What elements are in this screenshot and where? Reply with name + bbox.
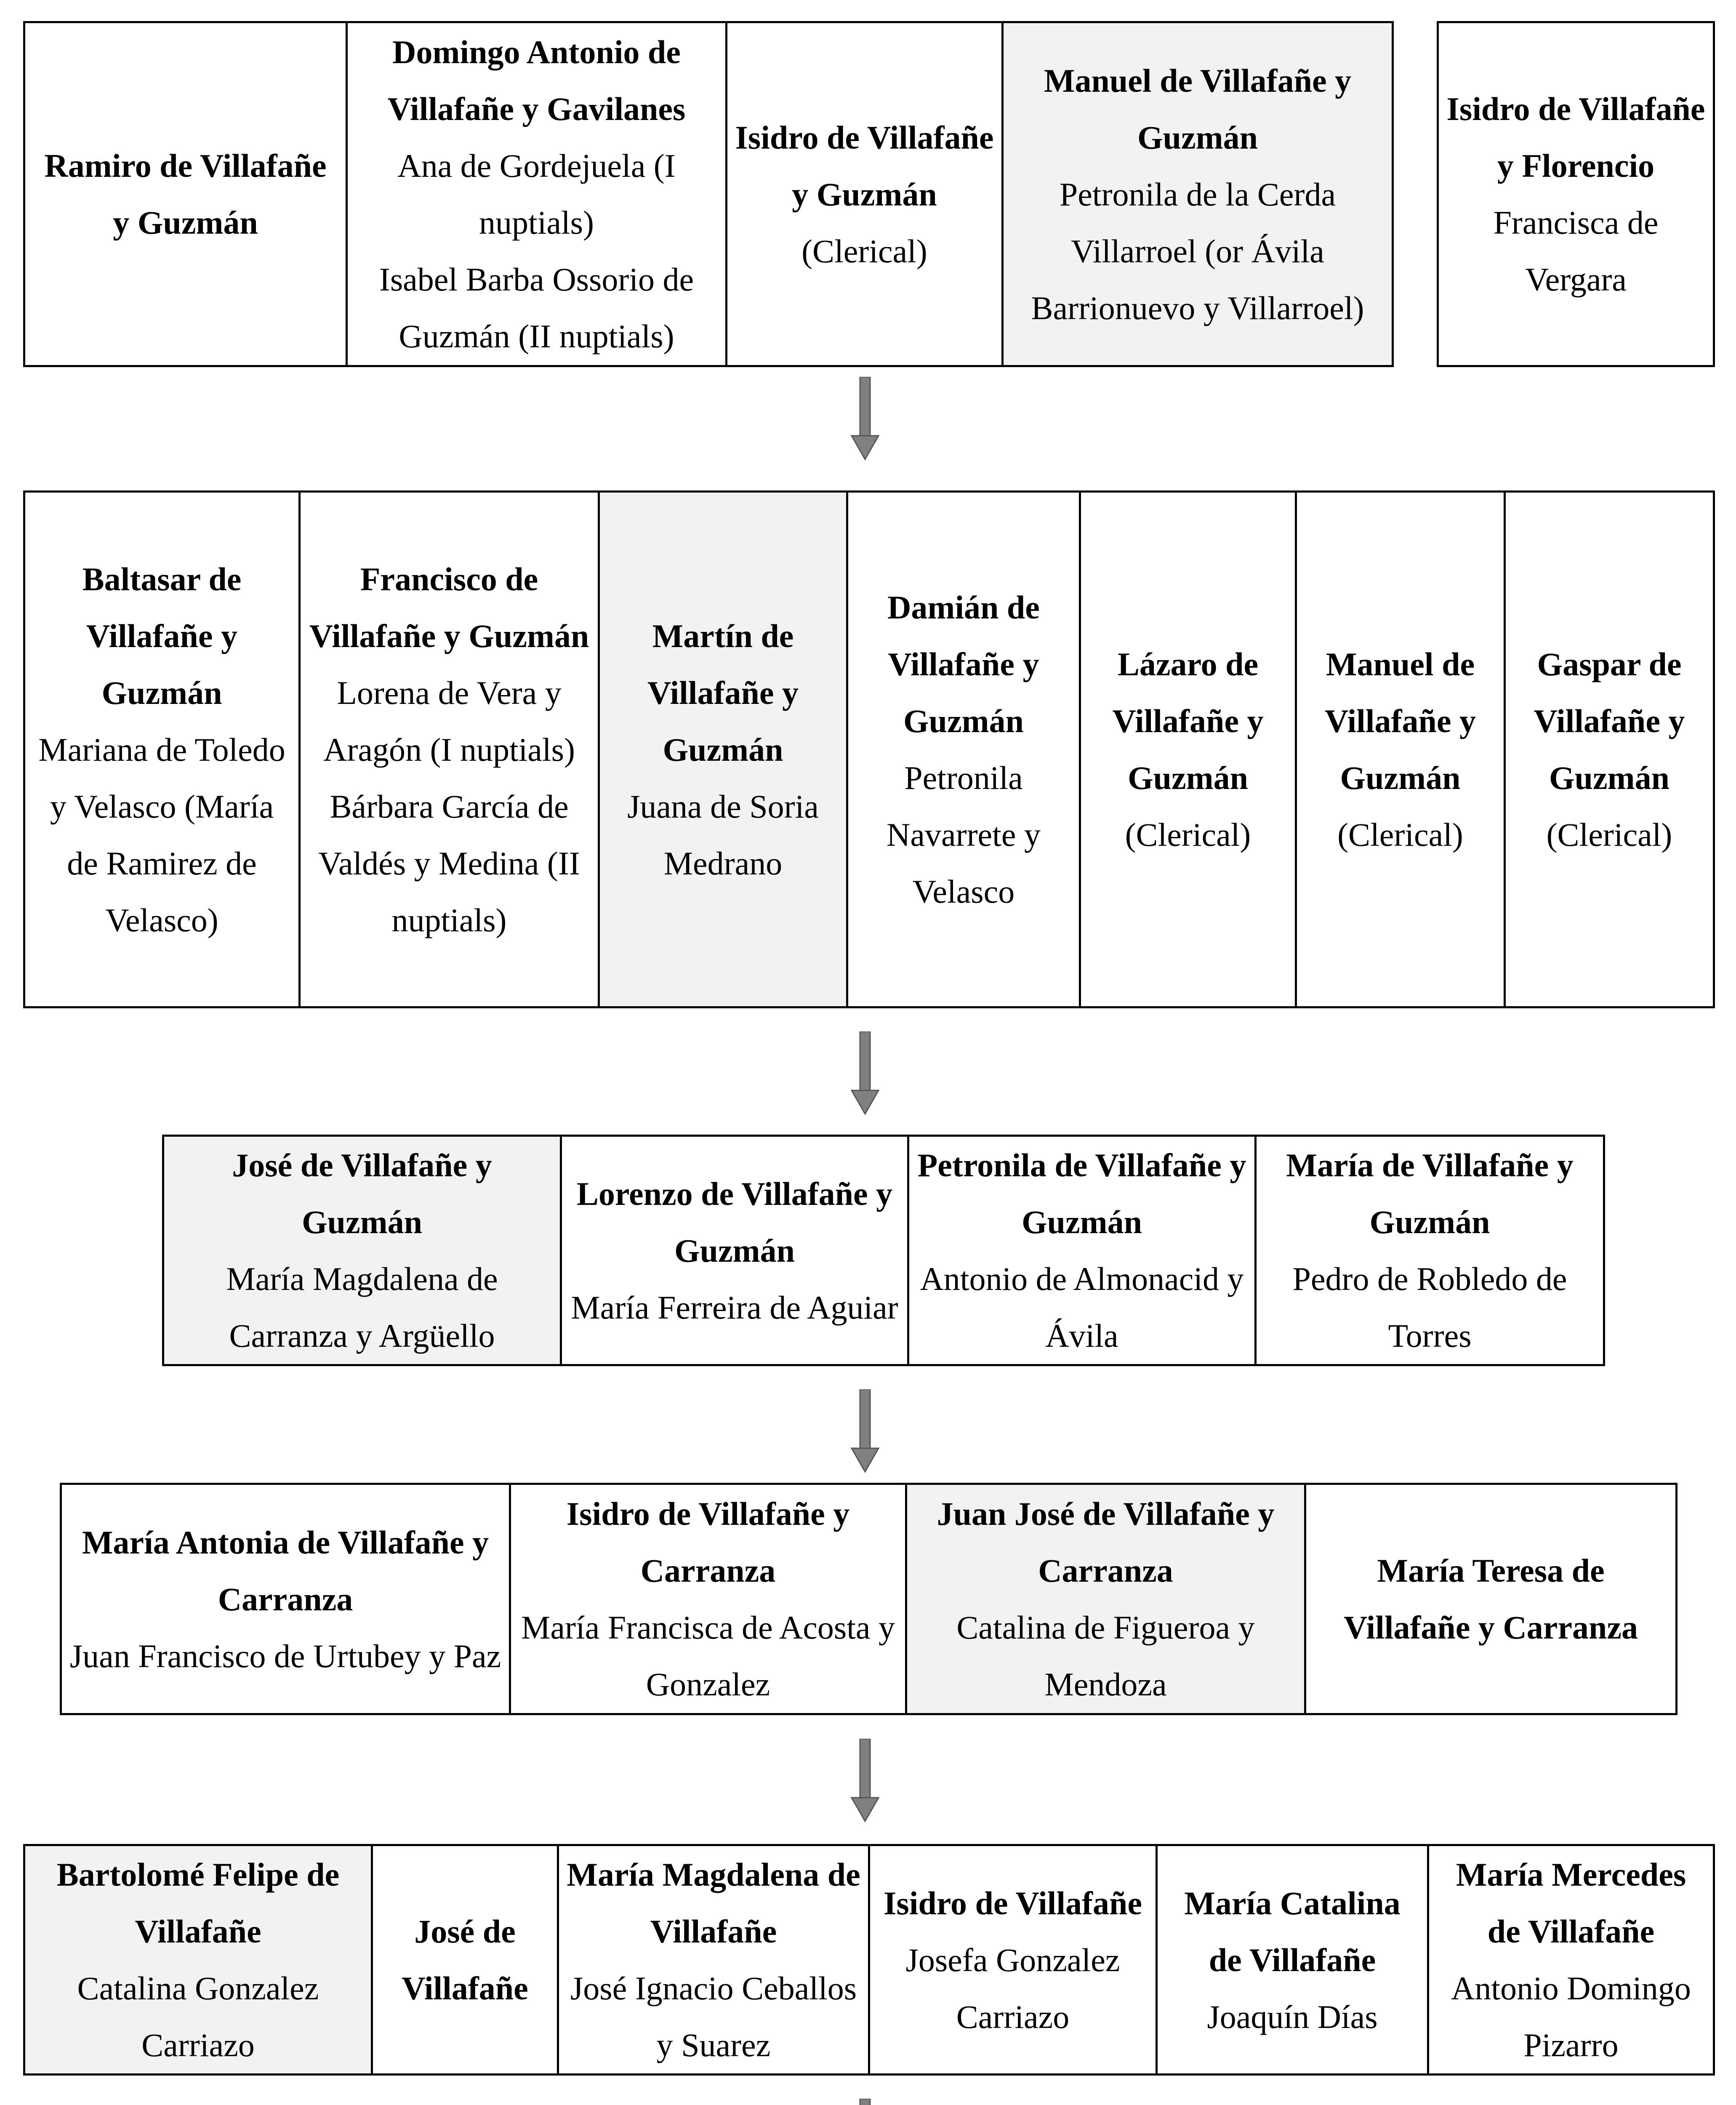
person-cell-highlighted <box>1004 23 1392 365</box>
person-name: Petronila de Villafañe y Guzmán <box>917 1147 1246 1240</box>
person-cell <box>1306 1485 1675 1713</box>
spouse-name: Antonio de Almonacid y Ávila <box>920 1260 1244 1354</box>
person-cell <box>25 23 348 365</box>
person-cell <box>373 1846 559 2073</box>
person-cell <box>348 23 727 365</box>
person-name: Damián de Villafañe y Guzmán <box>887 589 1040 739</box>
person-name: Bartolomé Felipe de Villafañe <box>56 1856 340 1950</box>
person-cell <box>848 493 1081 1006</box>
generation-row-1-side <box>1437 21 1715 367</box>
person-cell <box>1158 1846 1429 2073</box>
spouse-name: (Clerical) <box>1337 816 1463 853</box>
spouse-name: Mariana de Toledo y Velasco (María de Ramirez de Velasco) <box>38 731 285 938</box>
spouse-name: Joaquín Días <box>1207 1998 1378 2035</box>
generation-row-1 <box>23 21 1394 367</box>
person-name: Manuel de Villafañe y Guzmán <box>1044 62 1352 156</box>
person-name: José de Villafañe y Guzmán <box>232 1147 492 1240</box>
person-name: Isidro de Villafañe <box>884 1884 1142 1921</box>
person-name: María Mercedes de Villafañe <box>1456 1856 1686 1950</box>
person-cell <box>1506 493 1713 1006</box>
spouse-name: José Ignacio Ceballos y Suarez <box>570 1970 857 2063</box>
person-name: José de Villafañe <box>402 1913 528 2006</box>
spouse-name: Juana de Soria Medrano <box>627 788 819 882</box>
person-cell <box>559 1846 870 2073</box>
down-arrow-icon <box>848 1389 882 1474</box>
spouse-name: María Magdalena de Carranza y Argüello <box>226 1260 498 1354</box>
person-name: María Magdalena de Villafañe <box>567 1856 860 1950</box>
spouse-name: Josefa Gonzalez Carriazo <box>905 1941 1120 2035</box>
person-cell <box>25 493 301 1006</box>
person-cell <box>511 1485 907 1713</box>
generation-row-5 <box>23 1844 1715 2076</box>
down-arrow-icon <box>848 1031 882 1116</box>
person-name: Gaspar de Villafañe y Guzmán <box>1534 646 1685 796</box>
spouse-name: Lorena de Vera y Aragón (I nuptials) <box>323 674 575 768</box>
person-cell <box>1429 1846 1713 2073</box>
person-cell <box>909 1137 1257 1364</box>
person-name: Lázaro de Villafañe y Guzmán <box>1112 646 1264 796</box>
person-cell <box>301 493 600 1006</box>
person-cell <box>1081 493 1297 1006</box>
generation-row-4 <box>60 1483 1677 1715</box>
person-name: María Catalina de Villafañe <box>1184 1884 1401 1978</box>
person-cell <box>1257 1137 1603 1364</box>
down-arrow-icon <box>848 1739 882 1823</box>
person-name: Baltasar de Villafañe y Guzmán <box>82 560 242 711</box>
person-name: Isidro de Villafañe y Guzmán <box>735 119 994 213</box>
person-name: Francisco de Villafañe y Guzmán <box>309 560 589 654</box>
spouse-name: Antonio Domingo Pizarro <box>1451 1970 1691 2063</box>
person-cell <box>562 1137 909 1364</box>
person-cell <box>1439 23 1713 365</box>
person-name: Ramiro de Villafañe y Guzmán <box>44 147 327 241</box>
spouse-name: Bárbara García de Valdés y Medina (II nuptials) <box>318 788 580 938</box>
spouse-name: (Clerical) <box>801 232 927 269</box>
spouse-name: Isabel Barba Ossorio de Guzmán (II nuptials) <box>379 261 694 354</box>
spouse-name: (Clerical) <box>1125 816 1251 853</box>
person-cell <box>62 1485 511 1713</box>
spouse-name: Francisca de Vergara <box>1493 204 1659 298</box>
person-name: Martín de Villafañe y Guzmán <box>647 617 799 768</box>
person-name: Domingo Antonio de Villafañe y Gavilanes <box>387 34 686 127</box>
person-cell-highlighted <box>600 493 848 1006</box>
generation-row-3 <box>162 1135 1605 1366</box>
person-cell <box>870 1846 1158 2073</box>
person-name: Isidro de Villafañe y Florencio <box>1446 91 1705 184</box>
person-name: María de Villafañe y Guzmán <box>1286 1147 1574 1240</box>
person-cell <box>1297 493 1506 1006</box>
spouse-name: Petronila Navarrete y Velasco <box>887 759 1041 910</box>
spouse-name: Catalina de Figueroa y Mendoza <box>956 1609 1255 1703</box>
person-cell-highlighted <box>25 1846 373 2073</box>
person-name: María Antonia de Villafañe y Carranza <box>82 1524 489 1617</box>
person-cell-highlighted <box>164 1137 562 1364</box>
person-name: María Teresa de Villafañe y Carranza <box>1344 1552 1638 1646</box>
down-arrow-icon <box>848 2099 882 2105</box>
generation-row-2 <box>23 490 1715 1008</box>
spouse-name: (Clerical) <box>1546 816 1672 853</box>
spouse-name: Juan Francisco de Urtubey y Paz <box>69 1637 501 1674</box>
spouse-name: Ana de Gordejuela (I nuptials) <box>397 147 676 241</box>
person-cell-highlighted <box>907 1485 1306 1713</box>
person-name: Juan José de Villafañe y Carranza <box>937 1495 1275 1589</box>
person-name: Isidro de Villafañe y Carranza <box>566 1495 850 1589</box>
spouse-name: Pedro de Robledo de Torres <box>1292 1260 1567 1354</box>
person-cell <box>727 23 1004 365</box>
person-name: Lorenzo de Villafañe y Guzmán <box>576 1175 893 1269</box>
down-arrow-icon <box>848 377 882 461</box>
spouse-name: María Ferreira de Aguiar <box>571 1289 898 1326</box>
spouse-name: María Francisca de Acosta y Gonzalez <box>521 1609 895 1703</box>
spouse-name: Petronila de la Cerda Villarroel (or Ávila Barrionuevo y Villarroel) <box>1031 176 1364 326</box>
person-name: Manuel de Villafañe y Guzmán <box>1325 646 1476 796</box>
spouse-name: Catalina Gonzalez Carriazo <box>77 1970 319 2063</box>
